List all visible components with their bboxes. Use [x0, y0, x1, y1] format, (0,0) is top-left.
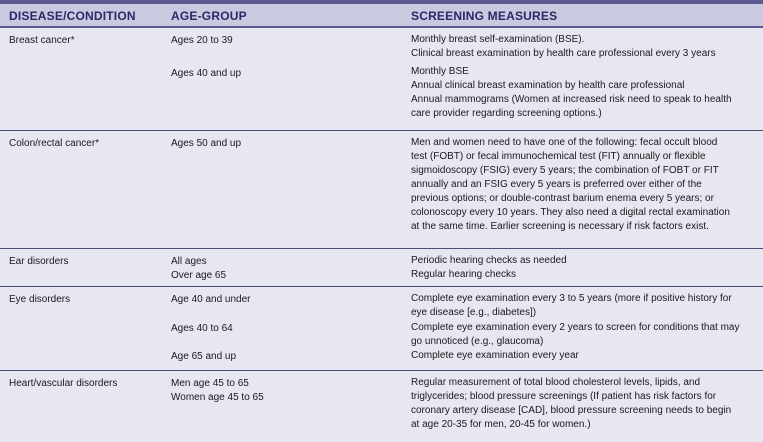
table-row [0, 371, 763, 441]
measure-line: sigmoidoscopy (FSIG) every 5 years; the combination of FOBT or FIT [411, 165, 719, 176]
measures-cell [411, 33, 749, 61]
table-row [0, 249, 763, 287]
measures-cell [411, 136, 749, 234]
measure-line: Complete eye examination every 3 to 5 years (more if positive history for [411, 293, 732, 304]
age-cell: Over age 65 [171, 270, 227, 281]
measure-line: Monthly BSE [411, 66, 469, 77]
table-body [0, 28, 763, 441]
age-cell: Ages 20 to 39 [171, 35, 233, 46]
age-cell: Age 40 and under [171, 294, 251, 305]
header-age-group: AGE-GROUP [171, 9, 247, 23]
measure-line: test (FOBT) or fecal immunochemical test (FIT) annually or flexible [411, 151, 706, 162]
measures-cell [411, 376, 749, 432]
measure-line: Periodic hearing checks as needed [411, 255, 567, 266]
condition-cell: Colon/rectal cancer* [9, 138, 100, 149]
measure-line: triglycerides; blood pressure screenings (If patient has risk factors for [411, 391, 717, 402]
age-cell: Ages 40 and up [171, 68, 242, 79]
measures-cell [411, 268, 749, 282]
measures-cell [411, 321, 749, 349]
measure-line: Regular hearing checks [411, 269, 517, 280]
measures-cell [411, 349, 749, 363]
age-cell: Age 65 and up [171, 351, 237, 362]
measure-line: at the same time. Earlier screening is necessary if risk factors exist. [411, 221, 709, 232]
age-cell: Ages 50 and up [171, 138, 242, 149]
measure-line: at age 20-35 for men, 20-45 for women.) [411, 419, 591, 430]
age-cell: All ages [171, 256, 207, 267]
condition-cell: Breast cancer* [9, 35, 75, 46]
measure-line: go unnoticed (e.g., glaucoma) [411, 336, 544, 347]
measure-line: Clinical breast examination by health care professional every 3 years [411, 48, 716, 59]
measure-line: colonoscopy every 10 years. They also need a digital rectal examination [411, 207, 730, 218]
table-row [0, 131, 763, 249]
measure-line: eye disease [e.g., diabetes]) [411, 307, 537, 318]
header-condition: DISEASE/CONDITION [9, 9, 136, 23]
header-measures: SCREENING MEASURES [411, 9, 558, 23]
age-cell: Men age 45 to 65 [171, 378, 249, 389]
measures-cell [411, 254, 749, 268]
measures-cell [411, 292, 749, 320]
measure-line: Monthly breast self-examination (BSE). [411, 34, 585, 45]
measures-cell [411, 65, 749, 121]
condition-cell: Heart/vascular disorders [9, 378, 118, 389]
measure-line: Annual clinical breast examination by health care professional [411, 80, 685, 91]
measure-line: coronary artery disease [CAD], blood pressure screening needs to begin [411, 405, 732, 416]
table-header [0, 4, 763, 28]
measure-line: annually and an FSIG every 5 years is preferred over either of the [411, 179, 702, 190]
condition-cell: Ear disorders [9, 256, 69, 267]
measure-line: Annual mammograms (Women at increased risk need to speak to health [411, 94, 732, 105]
measure-line: Complete eye examination every year [411, 350, 579, 361]
measure-line: care provider regarding screening options.) [411, 108, 602, 119]
table-row [0, 287, 763, 371]
measure-line: previous options; or double-contrast barium enema every 5 years; or [411, 193, 714, 204]
age-cell: Ages 40 to 64 [171, 323, 233, 334]
table-row [0, 28, 763, 131]
measure-line: Regular measurement of total blood cholesterol levels, lipids, and [411, 377, 701, 388]
measure-line: Complete eye examination every 2 years to screen for conditions that may [411, 322, 740, 333]
measure-line: Men and women need to have one of the following: fecal occult blood [411, 137, 718, 148]
age-cell: Women age 45 to 65 [171, 392, 264, 403]
condition-cell: Eye disorders [9, 294, 71, 305]
